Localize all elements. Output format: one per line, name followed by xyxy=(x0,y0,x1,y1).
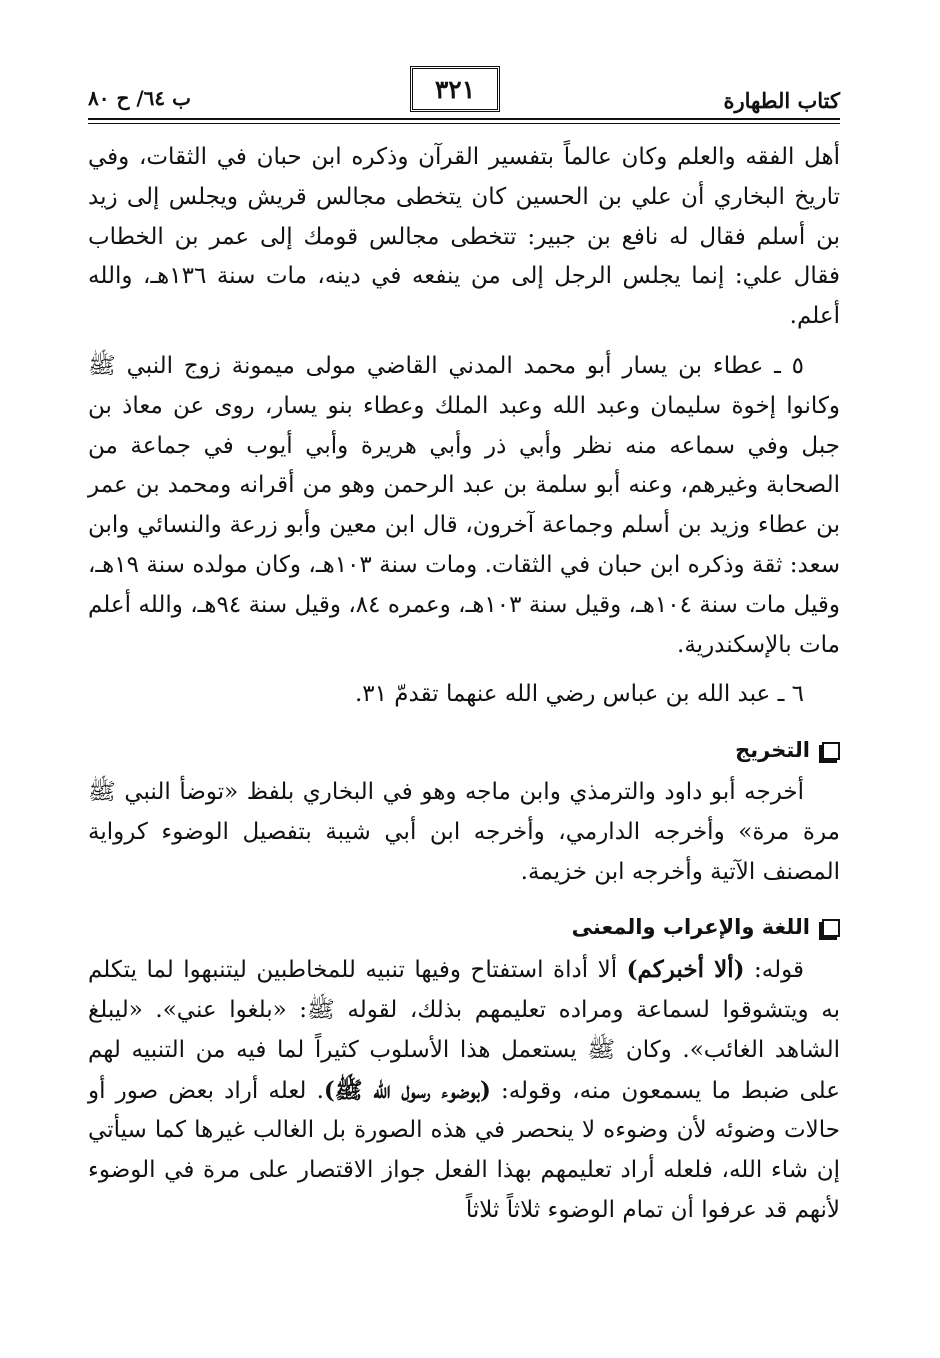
header-rule-thin xyxy=(88,123,840,124)
lugha-text-2: . لعله أراد بعض صور أو حالات وضوئه لأن وضوءه لا ينحصر في هذه الصورة بل الغالب غيرها كما سيأتي إن شاء الله، فلعله أراد تعليمهم بهذا الفعل جواز الاقتصار على مرة في الوضوء لأنهم قد عرفوا أن تمام الوضوء ثلاثاً ثلاثاً xyxy=(88,1077,840,1223)
square-bullet-icon xyxy=(822,742,840,760)
book-title: كتاب الطهارة xyxy=(723,88,840,113)
square-bullet-icon xyxy=(822,919,840,937)
page-body xyxy=(88,138,840,1231)
paragraph-lugha xyxy=(88,950,840,1231)
paragraph-narrator-6: ٦ ـ عبد الله بن عباس رضي الله عنهما تقدمّ ٣١. xyxy=(354,681,804,708)
heading-takhrij xyxy=(88,731,840,771)
paragraph-takhrij: أخرجه أبو داود والترمذي وابن ماجه وهو في البخاري بلفظ «توضأ النبي ﷺ مرة مرة» وأخرجه الدارمي، وأخرجه ابن أبي شيبة بتفصيل الوضوء كرواية المصنف الآتية وأخرجه ابن خزيمة. xyxy=(88,778,840,885)
chapter-reference: ب ٦٤/ ح ٨٠ xyxy=(88,86,191,110)
lugha-lead: قوله: xyxy=(744,957,804,984)
page-number: ٣٢١ xyxy=(410,66,500,112)
paragraph-continuation: أهل الفقه والعلم وكان عالماً بتفسير القرآن وذكره ابن حبان في الثقات، وفي تاريخ البخاري أن علي بن الحسين كان يتخطى مجالس قريش ويجلس إلى زيد بن أسلم فقال له نافع بن جبير: تتخطى مجالس قومك إلى عمر بن الخطاب فقال علي: إنما يجلس الرجل إلى من ينفعه في دينه، مات سنة ١٣٦هـ، والله أعلم. xyxy=(88,144,840,330)
running-header xyxy=(88,58,840,113)
heading-lugha xyxy=(88,908,840,948)
lugha-text-1: ألا أداة استفتاح وفيها تنبيه للمخاطبين ليتنبهوا لما يتكلم به ويتشوقوا لسماعة ومراده تعليمهم بذلك، لقوله ﷺ: «بلغوا عني». «ليبلغ الشاهد الغائب». وكان ﷺ يستعمل هذا الأسلوب كثيراً لما فيه من التنبيه لهم على ضبط ما يسمعون منه، وقوله: xyxy=(88,957,840,1104)
heading-takhrij-label: التخريج xyxy=(735,738,810,763)
lugha-bold-quote-2: (بوضوء رسول الله ﷺ) xyxy=(323,1076,491,1104)
paragraph-narrator-5: ٥ ـ عطاء بن يسار أبو محمد المدني القاضي مولى ميمونة زوج النبي ﷺ وكانوا إخوة سليمان وعبد الله وعبد الملك وعطاء بنو يسار، روى عن معاذ بن جبل وفي سماعه منه نظر وأبي ذر وأبي هريرة وأبي أيوب في جماعة من الصحابة وغيرهم، وعنه أبو سلمة بن عبد الرحمن وهو من أقرانه ومحمد بن عمر بن عطاء وزيد بن أسلم وجماعة آخرون، قال ابن معين وأبو زرعة والنسائي وابن سعد: ثقة وذكره ابن حبان في الثقات. ومات سنة ١٠٣هـ، وكان مولده سنة ١٩هـ، وقيل مات سنة ١٠٤هـ، وقيل سنة ١٠٣هـ، وعمره ٨٤، وقيل سنة ٩٤هـ، والله أعلم مات بالإسكندرية. xyxy=(88,352,841,658)
lugha-bold-quote-1: (ألا أخبركم) xyxy=(626,956,745,984)
heading-lugha-label: اللغة والإعراب والمعنى xyxy=(571,915,810,940)
header-rule xyxy=(88,118,840,120)
